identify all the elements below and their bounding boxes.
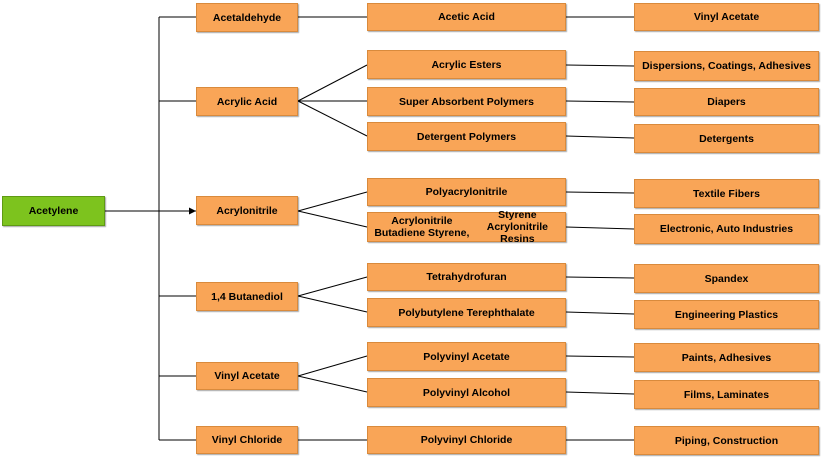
product-label: Polybutylene Terephthalate	[398, 306, 535, 319]
use-node-dispersions-coatings-adhesives	[634, 51, 819, 81]
branch-label: Acrylonitrile	[216, 204, 278, 217]
use-node-diapers	[634, 88, 819, 116]
use-label: Textile Fibers	[693, 187, 760, 200]
use-label: Dispersions, Coatings, Adhesives	[642, 60, 811, 72]
branch-label: Acrylic Acid	[216, 95, 278, 108]
product-node-polyvinyl-alcohol	[367, 378, 566, 407]
branch-node-vinyl-chloride	[196, 426, 298, 454]
connector-product-to-use-3	[566, 136, 634, 138]
use-label: Paints, Adhesives	[681, 351, 772, 364]
connector-branch-4-product-0	[298, 356, 367, 376]
connector-branch-3-product-0	[298, 277, 367, 296]
connector-product-to-use-6	[566, 277, 634, 278]
product-label: Detergent Polymers	[416, 130, 517, 143]
connector-product-to-use-8	[566, 356, 634, 357]
branch-label: Vinyl Chloride	[211, 434, 283, 446]
product-node-polybutylene-terephthalate	[367, 298, 566, 327]
use-node-vinyl-acetate	[634, 3, 819, 31]
connector-branch-2-product-1	[298, 211, 367, 227]
product-node-acrylic-esters	[367, 50, 566, 79]
product-node-detergent-polymers	[367, 122, 566, 151]
use-node-engineering-plastics	[634, 300, 819, 329]
use-node-electronic-auto-industries	[634, 214, 819, 244]
use-label: Detergents	[699, 132, 754, 145]
use-label: Films, Laminates	[683, 388, 770, 401]
branch-node-acrylic-acid	[196, 87, 298, 116]
branch-node-acrylonitrile	[196, 196, 298, 225]
use-node-films-laminates	[634, 380, 819, 409]
branch-node-acetaldehyde	[196, 3, 298, 32]
product-node-abs-san-resins	[367, 209, 566, 245]
product-label: Polyacrylonitrile	[425, 186, 508, 198]
connector-product-to-use-4	[566, 192, 634, 193]
use-label: Electronic, Auto Industries	[659, 223, 794, 235]
connector-product-to-use-7	[566, 312, 634, 314]
product-label: Polyvinyl Acetate	[423, 350, 510, 363]
use-label: Diapers	[707, 96, 746, 108]
connector-product-to-use-5	[566, 227, 634, 229]
product-label: Acrylic Esters	[431, 58, 502, 71]
connector-product-to-use-9	[566, 392, 634, 394]
branch-label: Acetaldehyde	[212, 11, 282, 24]
product-node-polyvinyl-acetate	[367, 342, 566, 371]
use-label: Vinyl Acetate	[693, 11, 760, 23]
product-label: Acetic Acid	[438, 11, 495, 23]
product-label: Super Absorbent Polymers	[399, 95, 534, 108]
connector-branch-3-product-1	[298, 296, 367, 312]
product-label: Polyvinyl Alcohol	[422, 386, 511, 399]
connector-branch-2-product-0	[298, 192, 367, 211]
branch-label: Vinyl Acetate	[214, 370, 280, 382]
branch-node-vinyl-acetate	[196, 362, 298, 390]
connector-product-to-use-1	[566, 65, 634, 66]
branch-label: 1,4 Butanediol	[211, 290, 283, 303]
root-label: Acetylene	[28, 205, 79, 217]
use-label: Piping, Construction	[674, 434, 779, 447]
use-label: Spandex	[704, 272, 749, 285]
product-node-tetrahydrofuran	[367, 263, 566, 291]
use-node-spandex	[634, 264, 819, 293]
product-label-line2: Styrene Acrylonitrile Resins	[486, 209, 549, 245]
product-node-acetic-acid	[367, 3, 566, 31]
product-label: Tetrahydrofuran	[426, 271, 507, 283]
root-node-acetylene	[2, 196, 105, 226]
product-label: Acrylonitrile Butadiene Styrene,	[374, 215, 470, 239]
product-label: Polyvinyl Chloride	[420, 434, 513, 446]
branch-node-1-4-butanediol	[196, 282, 298, 311]
use-node-textile-fibers	[634, 179, 819, 208]
connector-branch-1-product-2	[298, 101, 367, 136]
connector-branch-1-product-0	[298, 65, 367, 101]
connector-product-to-use-2	[566, 101, 634, 102]
use-label: Engineering Plastics	[674, 308, 779, 321]
product-node-super-absorbent-polymers	[367, 87, 566, 116]
product-node-polyacrylonitrile	[367, 178, 566, 206]
use-node-detergents	[634, 124, 819, 153]
use-node-piping-construction	[634, 426, 819, 455]
product-node-polyvinyl-chloride	[367, 426, 566, 454]
use-node-paints-adhesives	[634, 343, 819, 372]
connector-branch-4-product-1	[298, 376, 367, 392]
